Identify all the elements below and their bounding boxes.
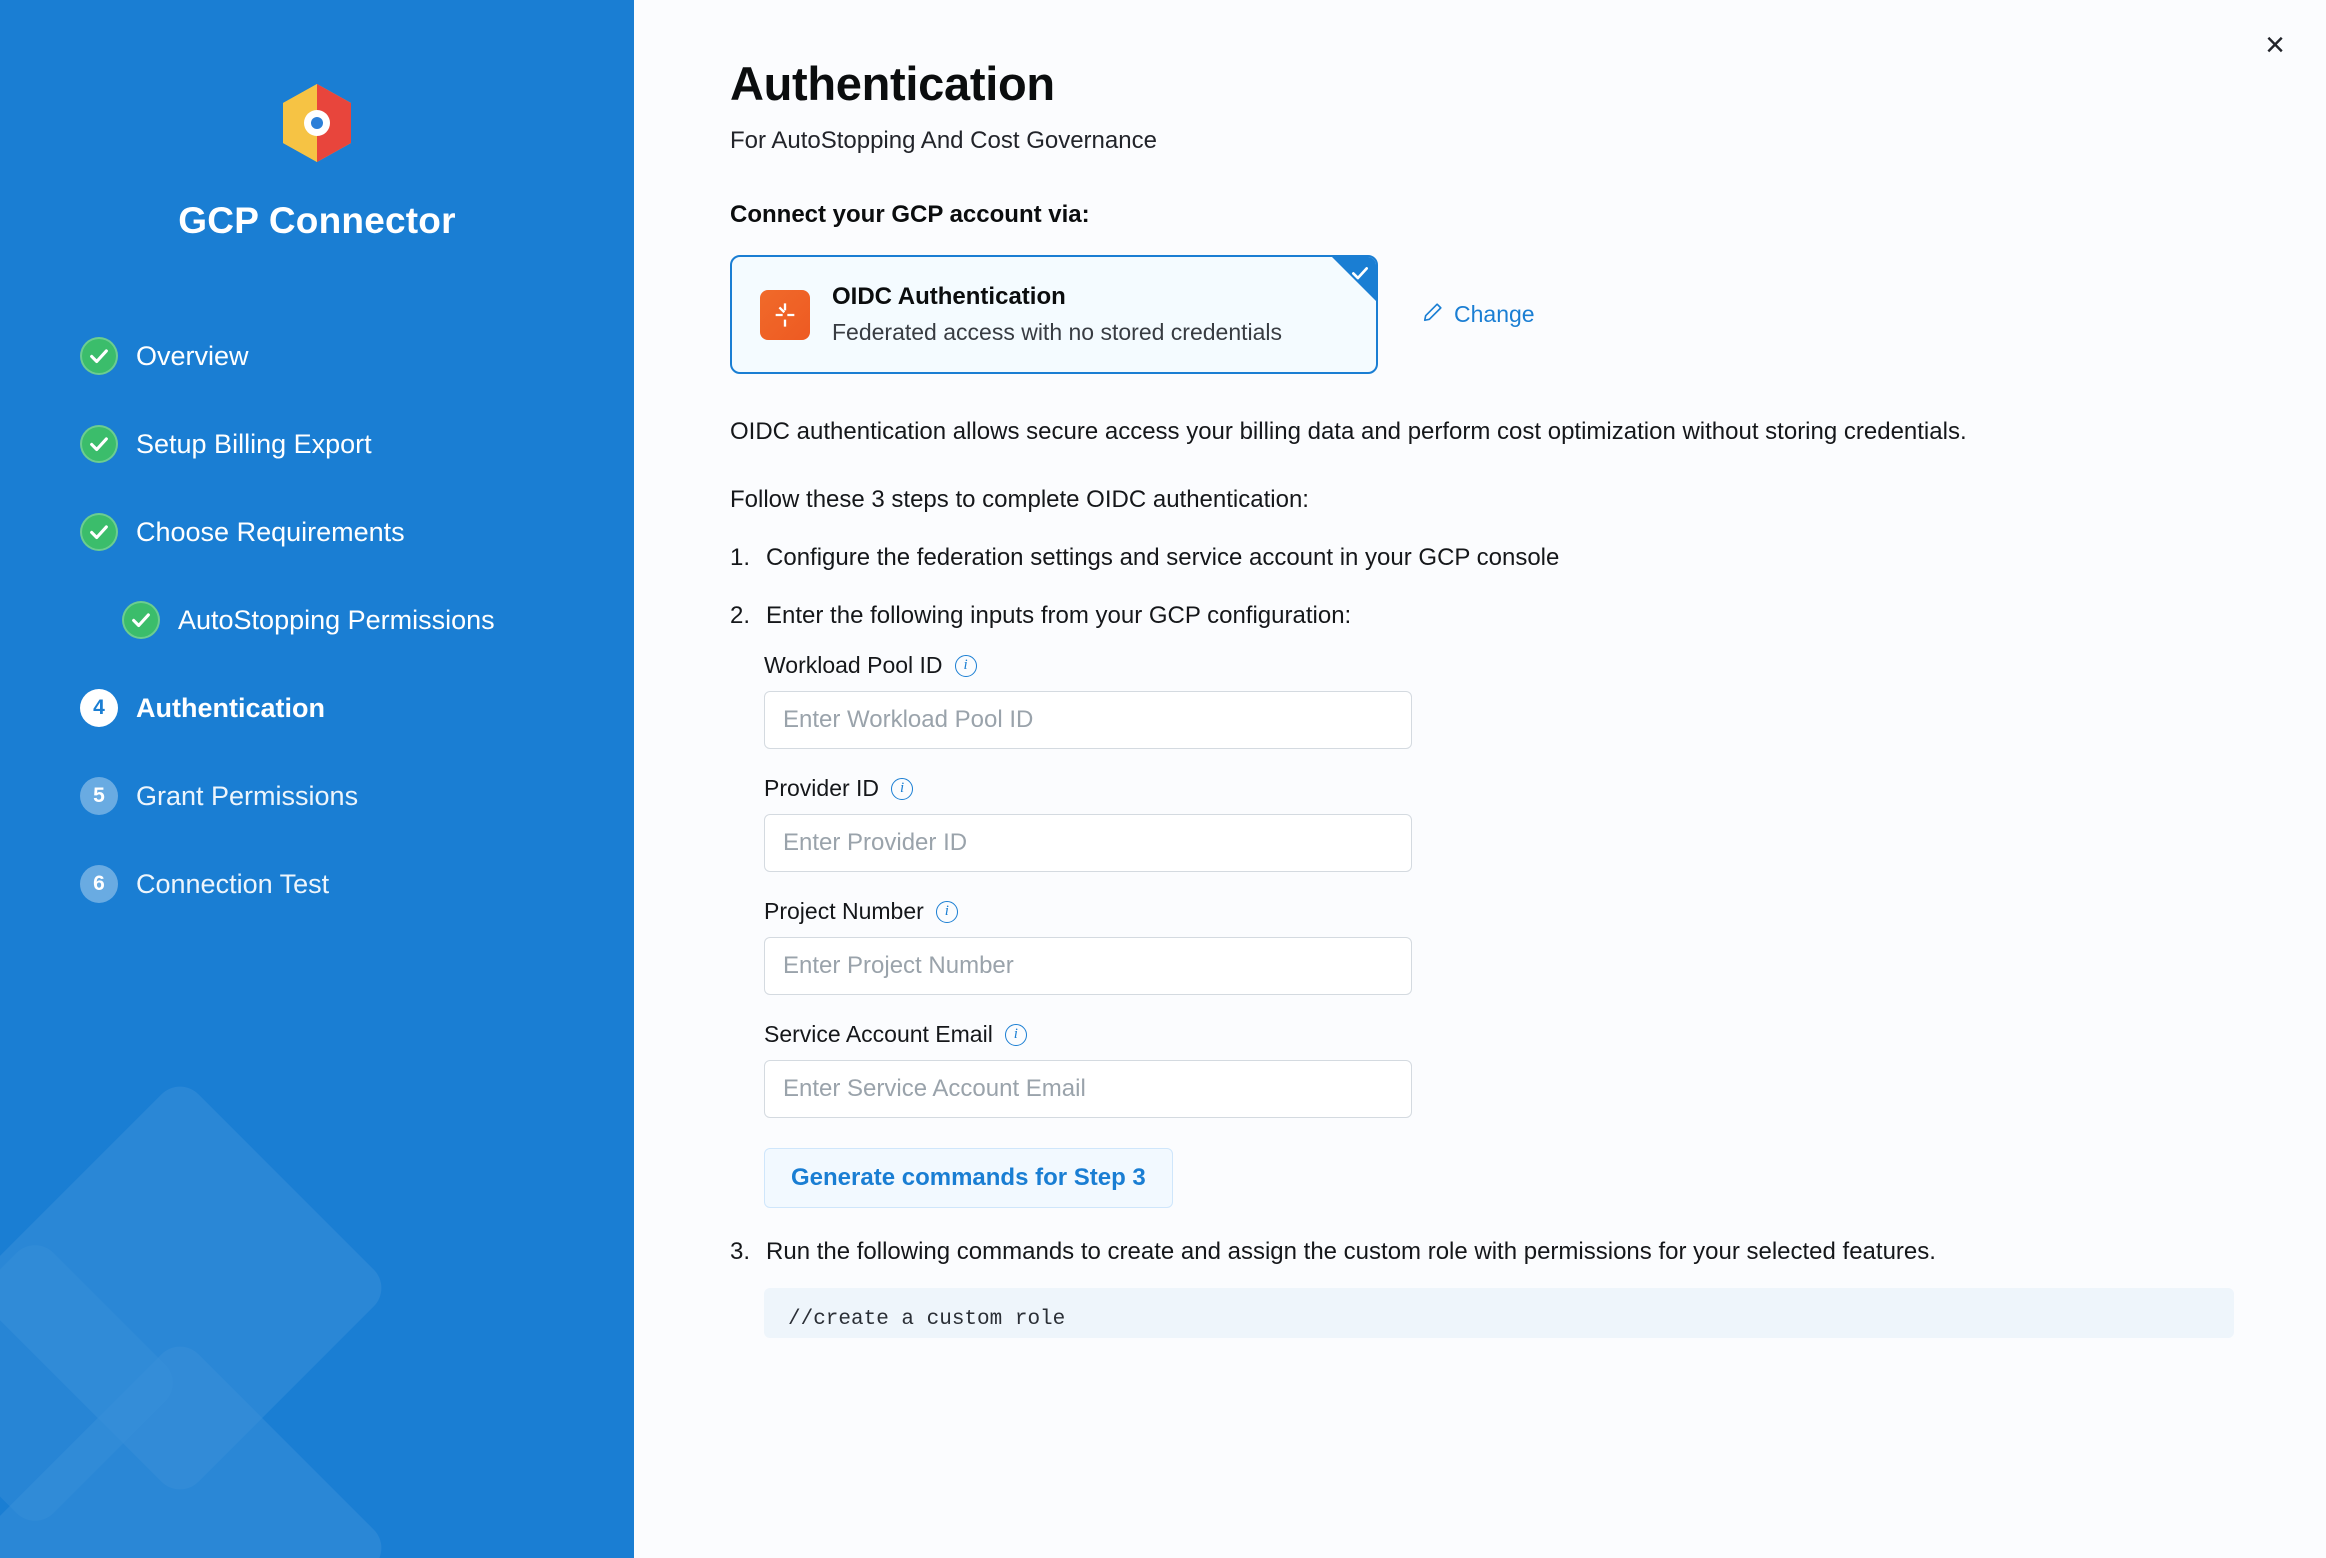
- sidebar-item-label: Grant Permissions: [136, 780, 359, 811]
- page-title: Authentication: [730, 57, 1055, 110]
- oidc-description: OIDC authentication allows secure access your billing data and perform cost optimization without storing credentials.: [730, 418, 1967, 445]
- sidebar-item-setup-billing-export[interactable]: [0, 400, 634, 488]
- sidebar-item-label: Connection Test: [136, 868, 330, 899]
- workload-pool-id-input[interactable]: [764, 691, 1412, 749]
- project-number-label: Project Number: [764, 898, 924, 924]
- sidebar-item-connection-test[interactable]: [0, 840, 634, 928]
- harness-oidc-icon: [760, 290, 810, 340]
- pencil-icon: [1422, 301, 1444, 329]
- oidc-step-2-text: Enter the following inputs from your GCP configuration:: [766, 602, 1352, 629]
- auth-method-row: [730, 255, 2246, 374]
- connect-via-label: Connect your GCP account via:: [730, 201, 1090, 228]
- check-icon: [122, 601, 160, 639]
- field-project-number: [764, 898, 2246, 995]
- info-icon[interactable]: i: [1005, 1024, 1027, 1046]
- sidebar-item-label: Overview: [136, 340, 249, 371]
- field-label-row: [764, 775, 2246, 802]
- sidebar-item-grant-permissions[interactable]: [0, 752, 634, 840]
- field-provider-id: [764, 775, 2246, 872]
- oidc-step-2: [730, 602, 2246, 630]
- auth-card-texts: [832, 283, 1282, 346]
- field-service-account-email: [764, 1021, 2246, 1118]
- info-icon[interactable]: i: [936, 901, 958, 923]
- follow-steps-text: Follow these 3 steps to complete OIDC authentication:: [730, 486, 1309, 513]
- commands-code-block[interactable]: //create a custom role: [764, 1288, 2234, 1338]
- sidebar-title: GCP Connector: [178, 200, 456, 241]
- gcp-hexagon-logo-icon: [275, 78, 359, 170]
- service-account-email-label: Service Account Email: [764, 1021, 993, 1047]
- field-label-row: [764, 652, 2246, 679]
- generate-commands-button[interactable]: Generate commands for Step 3: [764, 1148, 1173, 1208]
- sidebar-item-label: AutoStopping Permissions: [178, 604, 495, 635]
- field-workload-pool-id: [764, 652, 2246, 749]
- wizard-steps: [0, 312, 634, 928]
- sidebar-item-autostopping-permissions[interactable]: [0, 576, 634, 664]
- sidebar-item-label: Authentication: [136, 692, 325, 723]
- step-number-badge: 5: [80, 777, 118, 815]
- page-subtitle: For AutoStopping And Cost Governance: [730, 127, 1157, 154]
- field-label-row: [764, 1021, 2246, 1048]
- sidebar-item-label: Choose Requirements: [136, 516, 405, 547]
- check-icon: [80, 425, 118, 463]
- provider-id-label: Provider ID: [764, 775, 880, 801]
- oidc-step-1-text: Configure the federation settings and service account in your GCP console: [766, 544, 1560, 571]
- step-number-badge: 4: [80, 689, 118, 727]
- oidc-step-3-number: 3.: [730, 1238, 751, 1265]
- step-number-badge: 6: [80, 865, 118, 903]
- selected-check-icon: [1332, 257, 1376, 301]
- oidc-input-fields: [764, 652, 2246, 1208]
- oidc-step-2-number: 2.: [730, 602, 751, 629]
- info-icon[interactable]: i: [891, 778, 913, 800]
- close-icon[interactable]: ×: [2252, 22, 2298, 68]
- change-label: Change: [1454, 301, 1535, 327]
- field-label-row: [764, 898, 2246, 925]
- oidc-step-1: [730, 544, 2246, 572]
- sidebar-item-overview[interactable]: [0, 312, 634, 400]
- auth-card-title: OIDC Authentication: [832, 283, 1066, 310]
- sidebar-item-authentication[interactable]: [0, 664, 634, 752]
- sidebar-decoration: [0, 1078, 530, 1558]
- oidc-step-3-text: Run the following commands to create and assign the custom role with permissions for your selected features.: [766, 1238, 1936, 1265]
- oidc-step-1-number: 1.: [730, 544, 751, 571]
- change-auth-button[interactable]: [1422, 301, 1535, 329]
- sidebar-item-choose-requirements[interactable]: [0, 488, 634, 576]
- provider-id-input[interactable]: [764, 814, 1412, 872]
- check-icon: [80, 513, 118, 551]
- oidc-steps-list: [730, 544, 2246, 1338]
- oidc-auth-card[interactable]: [730, 255, 1378, 374]
- auth-card-description: Federated access with no stored credentials: [832, 319, 1283, 345]
- project-number-input[interactable]: [764, 937, 1412, 995]
- gcp-logo-wrap: [0, 78, 634, 170]
- sidebar-item-label: Setup Billing Export: [136, 428, 372, 459]
- check-icon: [80, 337, 118, 375]
- oidc-step-3: [730, 1238, 2246, 1266]
- service-account-email-input[interactable]: [764, 1060, 1412, 1118]
- main-panel: [634, 0, 2326, 1558]
- wizard-sidebar: [0, 0, 634, 1558]
- info-icon[interactable]: i: [955, 655, 977, 677]
- workload-pool-id-label: Workload Pool ID: [764, 652, 943, 678]
